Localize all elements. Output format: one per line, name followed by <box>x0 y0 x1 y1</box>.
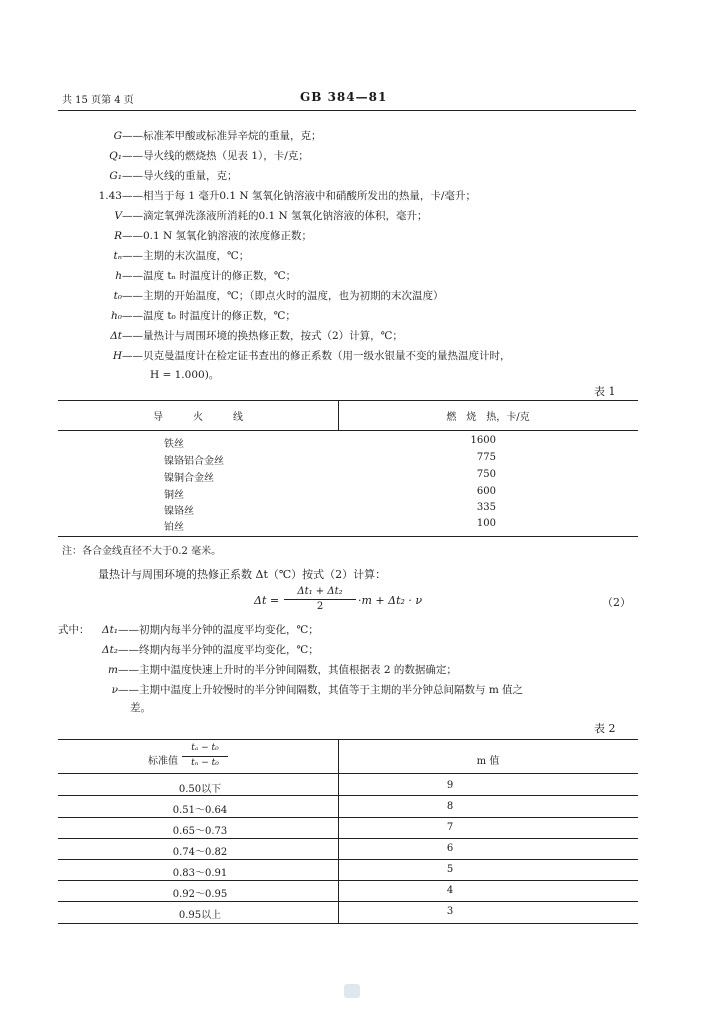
table1-material: 镍铜合金丝 <box>164 473 214 484</box>
table2-range: 0.50以下 <box>178 784 222 795</box>
table1-heat: 100 <box>476 518 496 529</box>
table2-range: 0.74～0.82 <box>172 847 228 858</box>
table1-material: 铁丝 <box>164 439 184 450</box>
table2-header-prefix: 标准值 <box>148 756 178 767</box>
formula-fraction-bar <box>284 599 356 600</box>
table2-header-numerator: tₐ − t₀ <box>191 743 219 753</box>
table2-row-rule <box>58 795 638 796</box>
table2-row-rule <box>58 859 638 860</box>
definition-item: Δt——量热计与周围环境的换热修正数，按式（2）计算，℃； <box>110 330 403 342</box>
table1-note: 注：各合金线直径不大于0.2 毫米。 <box>62 546 222 557</box>
formula-def-item: Δt₂——终期内每半分钟的温度平均变化，℃； <box>101 644 319 656</box>
table1-heat: 335 <box>476 502 496 513</box>
definition-continuation: H = 1.000)。 <box>150 369 220 381</box>
definition-item: tₙ——主期的末次温度，℃； <box>113 250 250 262</box>
table1-label: 表 1 <box>594 385 616 398</box>
table1-heat: 1600 <box>470 435 496 446</box>
table2-m: 9 <box>446 780 454 791</box>
table2-row-rule <box>58 880 638 881</box>
table1-heat: 750 <box>476 469 496 480</box>
formula-lhs: Δt = <box>254 594 280 607</box>
standard-number: GB 384—81 <box>300 90 388 104</box>
table2-label: 表 2 <box>594 722 616 735</box>
table2-range: 0.92～0.95 <box>172 889 228 900</box>
definition-item: V——滴定氧弹洗涤液所消耗的0.1 N 氢氧化钠溶液的体积，毫升； <box>114 210 428 222</box>
table2-range: 0.65～0.73 <box>172 826 228 837</box>
table2-top-rule <box>58 739 638 740</box>
table2-range: 0.83～0.91 <box>172 868 228 879</box>
table1-top-rule <box>58 400 638 401</box>
table2-range: 0.95以上 <box>178 910 222 921</box>
table2-m: 5 <box>446 864 454 875</box>
table1-bottom-rule <box>58 536 638 537</box>
definition-item: h——温度 tₙ 时温度计的修正数，℃； <box>115 270 297 282</box>
table2-m: 3 <box>446 906 454 917</box>
table2-row-rule <box>58 817 638 818</box>
formula-numerator: Δt₁ + Δt₂ <box>297 586 343 597</box>
formula-denominator: 2 <box>316 601 324 612</box>
table1-material: 铜丝 <box>164 490 184 501</box>
table2-header-denominator: tₙ − t₀ <box>191 758 219 768</box>
table2-header-m: m 值 <box>476 756 500 767</box>
definition-item: G₁——导火线的重量，克； <box>109 170 238 182</box>
formula-rest: ·m + Δt₂ · ν <box>358 594 423 607</box>
table1-header-rule <box>58 430 638 431</box>
formula-def-item: Δt₁——初期内每半分钟的温度平均变化，℃； <box>101 624 319 636</box>
definition-item: R——0.1 N 氢氧化钠溶液的浓度修正数； <box>114 230 313 242</box>
formula-intro: 量热计与周围环境的热修正系数 Δt（℃）按式（2）计算： <box>98 568 387 581</box>
table2-m: 6 <box>446 843 454 854</box>
page-info: 共 15 页第 4 页 <box>62 95 134 106</box>
table1-material: 镍铬铝合金丝 <box>164 456 224 467</box>
definition-item: h₀——温度 t₀ 时温度计的修正数，℃； <box>111 310 296 322</box>
formula-def-continuation: 差。 <box>130 702 151 714</box>
formula-def-item: ν——主期中温度上升较慢时的半分钟间隔数，其值等于主期的半分钟总间隔数与 m 值之 <box>111 684 524 696</box>
definition-item: t₀——主期的开始温度，℃；（即点火时的温度，也为初期的末次温度） <box>113 290 444 302</box>
table2-bottom-rule <box>58 923 638 924</box>
table2-header-fraction-bar <box>182 756 228 757</box>
definition-item: Q₁——导火线的燃烧热（见表 1），卡/克； <box>109 150 309 162</box>
formula-number: （2） <box>602 596 631 609</box>
table2-m: 8 <box>446 801 454 812</box>
table1-heat: 775 <box>476 452 496 463</box>
table1-material: 镍铬丝 <box>164 506 194 517</box>
table2-row-rule <box>58 838 638 839</box>
table1-material: 铂丝 <box>164 522 184 533</box>
table1-heat: 600 <box>476 486 496 497</box>
definition-item: H——贝克曼温度计在检定证书查出的修正系数（用一级水银量不变的量热温度计时， <box>112 350 511 362</box>
definition-item: 1.43——相当于每 1 毫升0.1 N 氢氧化钠溶液中和硝酸所发出的热量，卡/毫升； <box>98 190 476 202</box>
formula-defs-lead: 式中： <box>58 624 90 636</box>
table1-header-material: 导 火 线 <box>153 412 243 423</box>
header-rule <box>58 110 636 111</box>
formula-def-item: m——主期中温度快速上升时的半分钟间隔数，其值根据表 2 的数据确定； <box>108 664 457 676</box>
watermark-icon <box>344 984 360 998</box>
table1-header-heat: 燃 烧 热，卡/克 <box>446 412 530 423</box>
table2-m: 7 <box>446 822 454 833</box>
definition-item: G——标准苯甲酸或标准异辛烷的重量，克； <box>113 130 322 142</box>
table2-row-rule <box>58 773 638 774</box>
table2-row-rule <box>58 901 638 902</box>
table2-range: 0.51～0.64 <box>172 805 228 816</box>
table2-m: 4 <box>446 885 454 896</box>
